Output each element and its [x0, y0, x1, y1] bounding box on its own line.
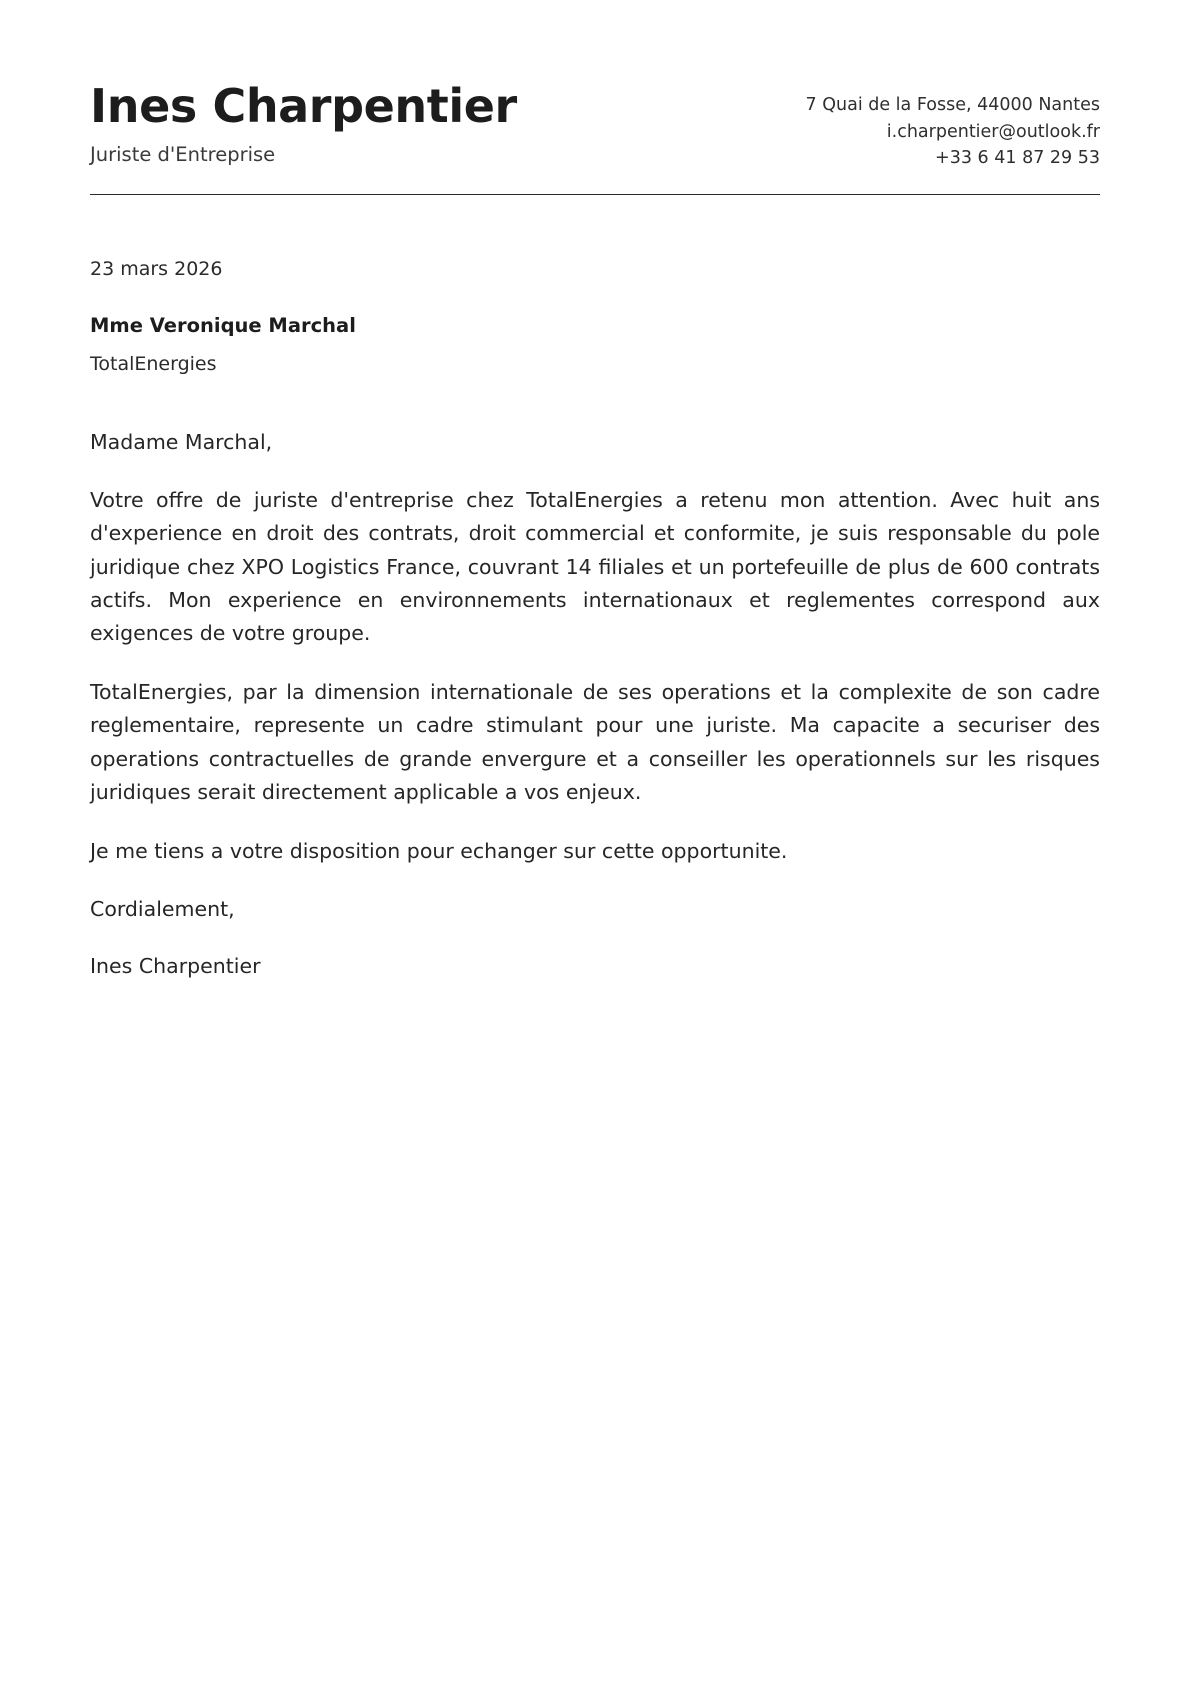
recipient-name: Mme Veronique Marchal: [90, 314, 356, 338]
header-divider: [90, 194, 1100, 195]
recipient-company: TotalEnergies: [90, 352, 217, 375]
identity-block: [90, 79, 517, 166]
contact-address: 7 Quai de la Fosse, 44000 Nantes: [805, 95, 1100, 115]
contact-phone[interactable]: +33 6 41 87 29 53: [935, 148, 1100, 169]
body-paragraph-2: TotalEnergies, par la dimension internationale de ses operations et la complexite de son cadre reglementaire, represente un cadre stimulant pour une juriste. Ma capacite a securiser des operations contractuelles de grande envergure et a conseiller les operationnels sur les risques juridiques serait directement applicable a vos enjeux.: [90, 680, 1100, 804]
contact-email[interactable]: i.charpentier@outlook.fr: [886, 121, 1100, 142]
letter-body: [90, 427, 1100, 981]
job-title: Juriste d'Entreprise: [90, 142, 276, 166]
closing-line: Cordialement,: [90, 897, 235, 922]
contact-block: [806, 82, 1100, 172]
body-paragraph-3: Je me tiens a votre disposition pour echanger sur cette opportunite.: [90, 838, 788, 863]
letter-date: 23 mars 2026: [90, 257, 223, 280]
page-title: Ines Charpentier: [90, 79, 517, 133]
letter-header: [90, 72, 1100, 172]
body-paragraph-1: Votre offre de juriste d'entreprise chez TotalEnergies a retenu mon attention. Avec huit ans d'experience en droit des contrats, droit commercial et conformite, je suis responsable du pole juridique chez XPO Logistics France, couvrant 14 filiales et un portefeuille de plus de 600 contrats actifs. Mon experience en environnements internationaux et reglementes correspond aux exigences de votre groupe.: [90, 488, 1100, 645]
signature-name: Ines Charpentier: [90, 953, 261, 978]
letter-meta-block: [90, 257, 1100, 378]
salutation: Madame Marchal,: [90, 430, 273, 455]
